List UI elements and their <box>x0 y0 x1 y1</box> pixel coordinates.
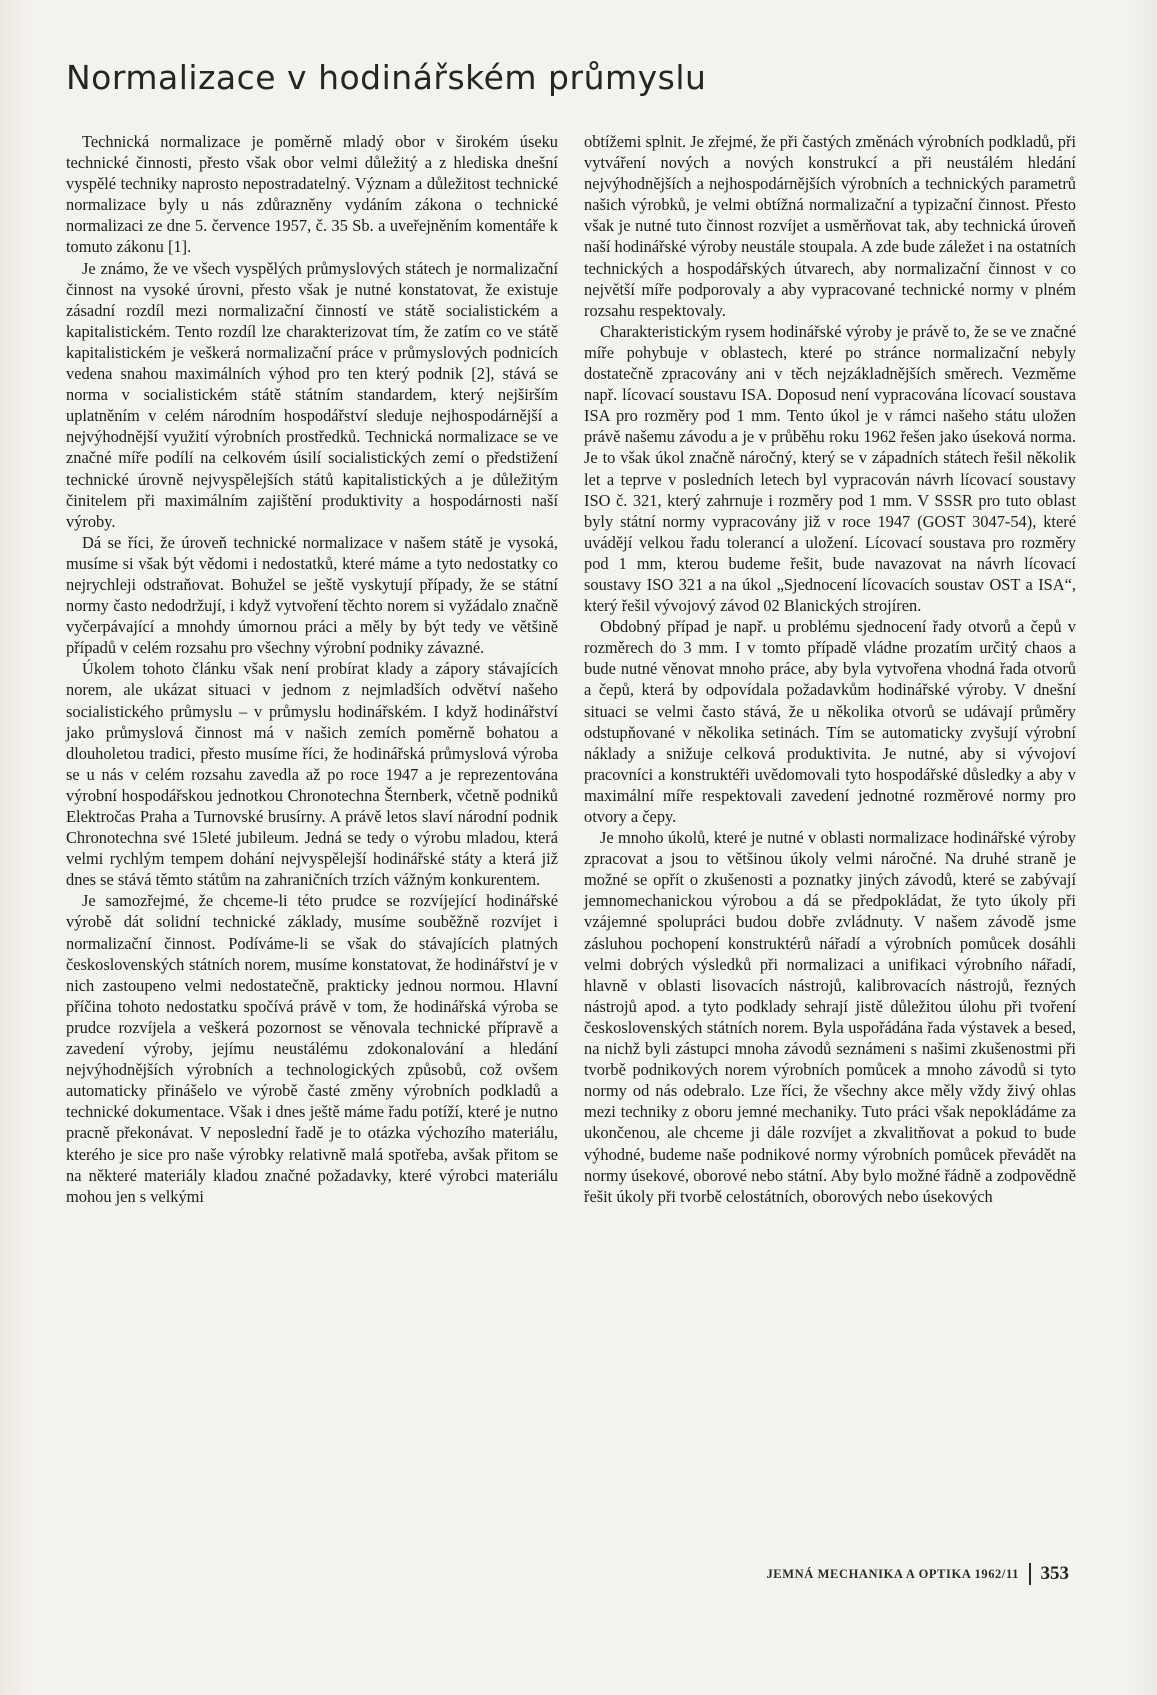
paragraph: Je samozřejmé, že chceme-li této prudce se rozvíjející hodinářské výrobě dát solidní technické základy, musíme souběžně rozvíjet i normalizační činnost. Podíváme-li se však do stávajících platných československých státních norem, musíme konstatovat, že hodinářství je v nich zastoupeno velmi nedostatečně, prakticky jednou normou. Hlavní příčina tohoto nedostatku spočívá právě v tom, že hodinářská výroba se prudce rozvíjela a veškerá pozornost se věnovala technické přípravě a zavedení výroby, jejímu neustálému zdokonalování a hledání nejvýhodnějších výrobních a technologických způsobů, což ovšem automaticky přinášelo ve výrobě časté změny výrobních podkladů a technické dokumentace. Však i dnes ještě máme řadu potíží, které je nutno pracně překonávat. V neposlední řadě je to otázka výchozího materiálu, kterého je sice pro naše výrobky relativně malá spotřeba, avšak přitom se na některé materiály kladou značné požadavky, které výrobci materiálu mohou jen s velkými <box>66 891 558 1206</box>
paragraph: Charakteristickým rysem hodinářské výroby je právě to, že se ve značné míře pohybuje v oblastech, které po stránce normalizační nebyly dostatečně zpracovány ani v těch nejzákladnějších směrech. Vezměme např. lícovací soustavu ISA. Doposud není vypracována lícovací soustava ISA pro rozměry pod 1 mm. Tento úkol je v rámci našeho státu uložen právě našemu závodu a je v průběhu roku 1962 řešen jako úseková norma. Je to však úkol značně náročný, který se v západních státech řešil několik let a teprve v posledních letech byl vypracován návrh lícovací soustavy ISO č. 321, který zahrnuje i rozměry pod 1 mm. V SSSR pro tuto oblast byly státní normy vypracovány již v roce 1947 (GOST 3047-54), které uvádějí velkou řadu tolerancí a uložení. Lícovací soustava pro rozměry pod 1 mm, kterou budeme řešit, bude navazovat na návrh lícovací soustavy ISO 321 a na úkol „Sjednocení lícovacích soustav OST a ISA“, který řešil vývojový závod 02 Blanických strojíren. <box>584 321 1076 616</box>
left-column <box>66 131 558 1207</box>
article-title: Normalizace v hodinářském průmyslu <box>66 58 707 97</box>
right-column <box>584 131 1076 1207</box>
paragraph: Dá se říci, že úroveň technické normalizace v našem státě je vysoká, musíme si však být vědomi i nedostatků, které máme a tyto nedostatky co nejrychleji odstraňovat. Bohužel se ještě vyskytují případy, že se státní normy často nedodržují, i když vytvoření těchto norem si vyžádalo značně vyčerpávající a mnohdy úmornou práci a měly by být tedy ve většině případů v celém rozsahu pro všechny výrobní podniky závazné. <box>66 532 558 658</box>
paragraph: Úkolem tohoto článku však není probírat klady a zápory stávajících norem, ale ukázat situaci v jednom z nejmladších odvětví našeho socialistického průmyslu – v průmyslu hodinářském. I když hodinářství jako průmyslová činnost má v našich zemích poměrně bohatou a dlouholetou tradici, přesto musíme říci, že hodinářská průmyslová výroba se u nás v celém rozsahu zavedla až po roce 1947 a je reprezentována výrobní hospodářskou jednotkou Chronotechna Šternberk, včetně podniků Elektročas Praha a Turnovské brusírny. A právě letos slaví národní podnik Chronotechna své 15leté jubileum. Jedná se tedy o výrobu mladou, která velmi rychlým tempem dohání nejvyspělejší hodinářské státy a která již dnes se stává těmto státům na zahraničních trzích vážným konkurentem. <box>66 659 558 890</box>
footer-divider <box>1029 1563 1031 1585</box>
paragraph: Obdobný případ je např. u problému sjednocení řady otvorů a čepů v rozměrech do 3 mm. I v tomto případě vládne prozatím určitý chaos a bude nutné věnovat mnoho práce, aby byla vytvořena vhodná řada otvorů a čepů, která by odpovídala požadavkům hodinářské výroby. V dnešní situaci se velmi často stává, že u několika otvorů se udávají průměry odstupňované v několika setinách. Tím se automaticky zvyšují výrobní náklady a snižuje celková produktivita. Je nutné, aby si vývojoví pracovníci a konstruktéři uvědomovali tyto hospodářské důsledky a aby v maximální míře respektovali zavedení jednotné rozměrové normy pro otvory a čepy. <box>584 617 1076 826</box>
paragraph: Technická normalizace je poměrně mladý obor v širokém úseku technické činnosti, přesto však obor velmi důležitý a z hlediska dnešní vyspělé techniky naprosto nepostradatelný. Význam a důležitost technické normalizace byly u nás zdůrazněny vydáním zákona o technické normalizaci ze dne 5. července 1957, č. 35 Sb. a uveřejněním komentáře k tomuto zákonu [1]. <box>66 132 558 257</box>
paragraph: obtížemi splnit. Je zřejmé, že při častých změnách výrobních podkladů, při vytváření nových a nových konstrukcí a při neustálém hledání nejvýhodnějších a nejhospodárnějších výrobních a technických parametrů našich výrobků, je velmi obtížná normalizační a typizační činnost. Přesto však je nutné tuto činnost rozvíjet a usměrňovat tak, aby technická úroveň naší hodinářské výroby neustále stoupala. A zde bude záležet i na ostatních technických a hospodářských útvarech, aby normalizační činnost v co největší míře podporovaly a aby vypracované technické normy v plném rozsahu respektovaly. <box>584 132 1076 320</box>
journal-name: JEMNÁ MECHANIKA A OPTIKA 1962/11 <box>766 1566 1019 1581</box>
page-number: 353 <box>1040 1563 1069 1584</box>
paragraph: Je známo, že ve všech vyspělých průmyslových státech je normalizační činnost na vysoké úrovni, přesto však je nutné konstatovat, že existuje zásadní rozdíl mezi normalizační činností ve státě socialistickém a kapitalistickém. Tento rozdíl lze charakterizovat tím, že zatím co ve státě kapitalistickém je veškerá normalizační práce v průmyslových podnicích vedena snahou maximálních výhod pro ten který podnik [2], stává se norma v socialistickém státě státním standardem, který nejširším uplatněním v celém národním hospodářství sleduje nejhospodárnější a nejvýhodnější využití výrobních prostředků. Technická normalizace se ve značné míře podílí na celkovém úsilí socialistických zemí o předstižení technické úrovně nejvyspělejších států kapitalistických a je důležitým činitelem při maximálním zajištění produktivity a hospodárnosti naší výroby. <box>66 258 558 531</box>
page-footer <box>766 1563 1069 1585</box>
paragraph: Je mnoho úkolů, které je nutné v oblasti normalizace hodinářské výroby zpracovat a jsou to většinou úkoly velmi náročné. Na druhé straně je možné se opřít o zkušenosti a poznatky jiných závodů, které se zabývají jemnomechanickou výrobou a dá se předpokládat, že tyto úkoly při vzájemné spolupráci budou dobře zvládnuty. V našem závodě jsme zásluhou pochopení konstruktérů nářadí a výrobních pomůcek dosáhli velmi dobrých výsledků při normalizaci a unifikaci výrobního nářadí, hlavně v oblasti lisovacích nástrojů, kalibrovacích nástrojů, řezných nástrojů apod. a tyto podklady sehrají jistě důležitou úlohu při tvoření československých státních norem. Byla uspořádána řada výstavek a besed, na nichž byli zástupci mnoha závodů seznámeni s našimi zkušenostmi při tvorbě podnikových norem výrobních pomůcek a mnoho závodů si tyto normy od nás odebralo. Lze říci, že všechny akce měly vždy živý ohlas mezi techniky z oboru jemné mechaniky. Tuto práci však nepokládáme za ukončenou, ale chceme ji dále rozvíjet a zkvalitňovat a pokud to bude výhodné, budeme naše podnikové normy výrobních pomůcek převádět na normy úsekové, oborové nebo státní. Aby bylo možné řádně a zodpovědně řešit úkoly při tvorbě celostátních, oborových nebo úsekových <box>584 828 1076 1206</box>
